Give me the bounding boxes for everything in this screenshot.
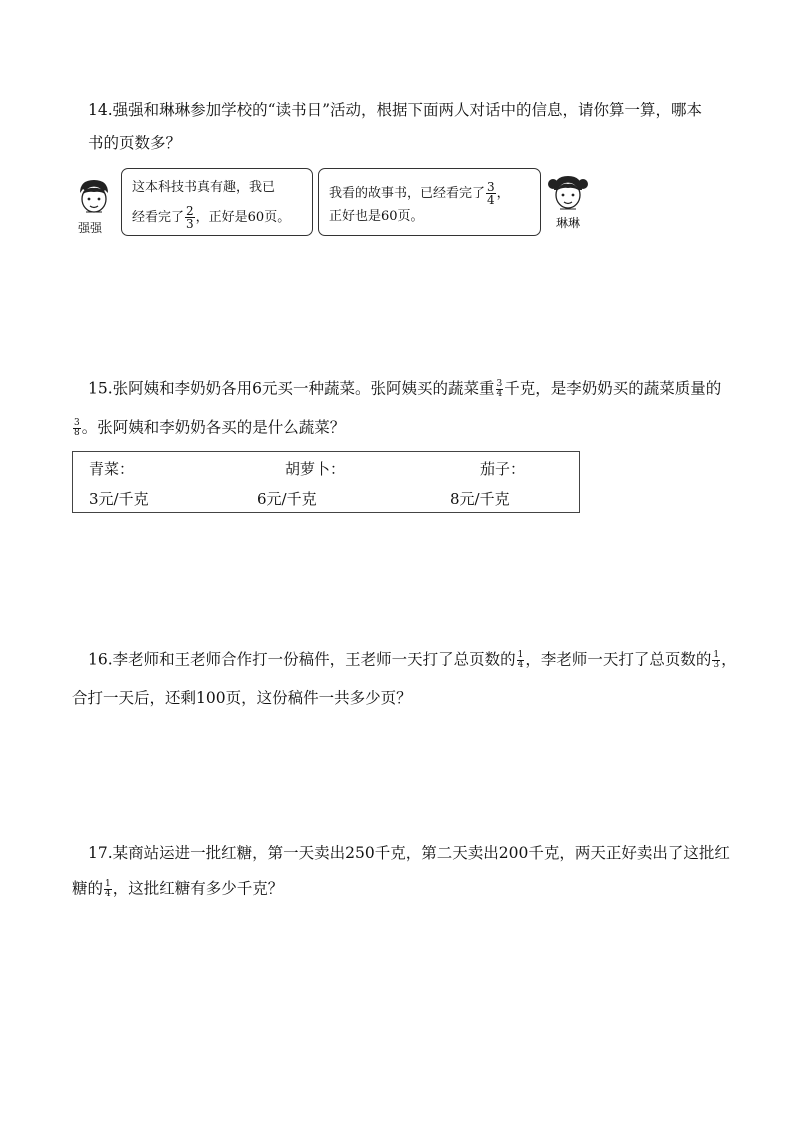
linlin-name-label: 琳琳 — [556, 216, 581, 230]
qiangqiang-bubble-text-b: ，正好是60页。 — [195, 210, 291, 225]
q14-text-line1: 14.强强和琳琳参加学校的“读书日”活动，根据下面两人对话中的信息，请你算一算，哪本 — [88, 101, 703, 119]
q17-text-line2 — [72, 880, 283, 899]
q15-text-a: 15.张阿姨和李奶奶各用6元买一种蔬菜。张阿姨买的蔬菜重 — [88, 379, 495, 398]
fraction-denominator: 8 — [74, 428, 80, 438]
q16-text-line2: 合打一天后，还剩100页，这份稿件一共多少页？ — [72, 689, 412, 707]
linlin-bubble-line2: 正好也是60页。 — [329, 209, 424, 224]
q17-text-b: ，这批红糖有多少千克？ — [112, 879, 284, 898]
q15-text-line2 — [72, 419, 345, 438]
linlin-bubble-line1 — [329, 181, 510, 206]
fraction-one-quarter — [517, 651, 525, 670]
fraction-one-third — [712, 651, 720, 670]
q16-text-c: ， — [721, 650, 737, 669]
fraction-numerator: 3 — [74, 418, 80, 428]
q14-text-line2: 书的页数多？ — [88, 134, 182, 152]
fraction-one-quarter — [104, 880, 112, 899]
q17-text-line1: 17.某商站运进一批红糖，第一天卖出250千克，第二天卖出200千克，两天正好卖出了这批红 — [88, 844, 730, 862]
vegetable-price-carrot: 6元/千克 — [257, 490, 317, 508]
fraction-numerator: 3 — [487, 180, 495, 194]
q17-text-a: 糖的 — [72, 879, 104, 898]
fraction-numerator: 1 — [713, 650, 720, 660]
fraction-denominator: 3 — [713, 660, 720, 670]
qiangqiang-bubble-line2 — [132, 205, 290, 230]
q15-text-line1 — [88, 380, 721, 399]
qiangqiang-bubble-line1: 这本科技书真有趣，我已 — [132, 180, 276, 195]
fraction-denominator: 3 — [186, 217, 194, 231]
fraction-numerator: 3 — [496, 379, 503, 389]
fraction-numerator: 1 — [105, 879, 111, 889]
linlin-bubble-text-b: ， — [496, 186, 510, 201]
vegetable-name-eggplant: 茄子： — [480, 460, 526, 478]
fraction-numerator: 1 — [517, 650, 524, 660]
q16-text-a: 16.李老师和王老师合作打一份稿件，王老师一天打了总页数的 — [88, 650, 516, 669]
linlin-speech-bubble — [318, 168, 541, 236]
fraction-denominator: 4 — [517, 660, 524, 670]
linlin-girl-illustration — [546, 172, 590, 214]
qiangqiang-boy-illustration — [72, 177, 116, 217]
fraction-three-quarters — [496, 380, 504, 399]
fraction-numerator: 2 — [186, 204, 194, 218]
qiangqiang-name-label: 强强 — [78, 221, 103, 235]
q15-text-b: 千克，是李奶奶买的蔬菜质量的 — [504, 379, 722, 398]
qiangqiang-bubble-text-a: 经看完了 — [132, 210, 185, 225]
vegetable-price-eggplant: 8元/千克 — [450, 490, 510, 508]
q16-text-b: ，李老师一天打了总页数的 — [525, 650, 712, 669]
q15-text-c: 。张阿姨和李奶奶各买的是什么蔬菜？ — [81, 418, 346, 437]
fraction-denominator: 4 — [487, 193, 495, 207]
vegetable-name-qingcai: 青菜： — [89, 460, 135, 478]
fraction-two-thirds — [185, 205, 195, 230]
qiangqiang-speech-bubble — [121, 168, 313, 236]
vegetable-price-table — [72, 451, 580, 513]
fraction-denominator: 4 — [496, 389, 503, 399]
linlin-bubble-text-a: 我看的故事书，已经看完了 — [329, 186, 486, 201]
fraction-three-eighths — [73, 419, 81, 438]
vegetable-price-qingcai: 3元/千克 — [89, 490, 149, 508]
fraction-denominator: 4 — [105, 889, 111, 899]
fraction-three-quarters — [486, 181, 496, 206]
q16-text-line1 — [88, 651, 737, 670]
vegetable-name-carrot: 胡萝卜： — [285, 460, 346, 478]
